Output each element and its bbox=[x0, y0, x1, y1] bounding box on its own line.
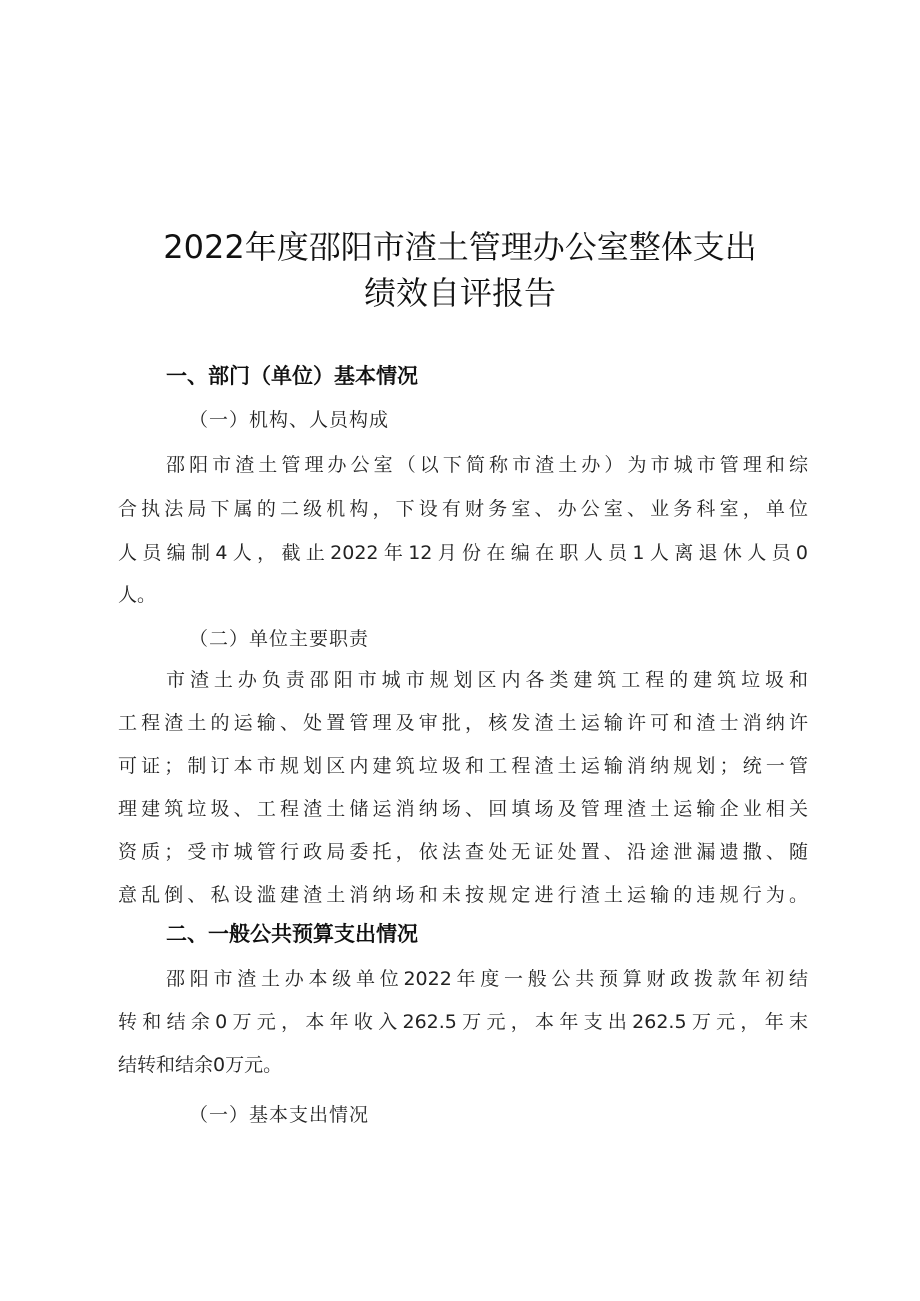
paragraph-line: 人员编制4人，截止2022年12月份在编在职人员1人离退休人员0 bbox=[118, 542, 808, 564]
paragraph-line: 意乱倒、私设滥建渣土消纳场和未按规定进行渣土运输的违规行为。 bbox=[118, 884, 808, 906]
paragraph-line: 邵阳市渣土办本级单位2022年度一般公共预算财政拨款年初结 bbox=[166, 968, 808, 990]
paragraph-line: 市渣土办负责邵阳市城市规划区内各类建筑工程的建筑垃圾和 bbox=[166, 669, 808, 691]
paragraph-line: 资质；受市城管行政局委托，依法查处无证处置、沿途泄漏遗撒、随 bbox=[118, 841, 808, 863]
section-2-sub-1-heading: （一）基本支出情况 bbox=[189, 1104, 370, 1126]
report-title-line-2: 绩效自评报告 bbox=[363, 274, 556, 312]
section-1-heading: 一、部门（单位）基本情况 bbox=[166, 364, 418, 388]
section-1-sub-2-heading: （二）单位主要职责 bbox=[189, 628, 370, 650]
paragraph-line: 合执法局下属的二级机构，下设有财务室、办公室、业务科室，单位 bbox=[118, 498, 808, 520]
paragraph-line: 理建筑垃圾、工程渣土储运消纳场、回填场及管理渣土运输企业相关 bbox=[118, 798, 808, 820]
section-1-sub-1-heading: （一）机构、人员构成 bbox=[189, 409, 390, 431]
paragraph-line: 结转和结余0万元。 bbox=[118, 1054, 283, 1076]
report-title-line-1: 2022年度邵阳市渣土管理办公室整体支出 bbox=[163, 228, 757, 266]
section-2-heading: 二、一般公共预算支出情况 bbox=[166, 922, 418, 946]
paragraph-line: 可证；制订本市规划区内建筑垃圾和工程渣土运输消纳规划；统一管 bbox=[118, 755, 808, 777]
paragraph-line: 邵阳市渣土管理办公室（以下简称市渣土办）为市城市管理和综 bbox=[166, 454, 808, 476]
paragraph-line: 工程渣土的运输、处置管理及审批，核发渣土运输许可和渣士消纳许 bbox=[118, 712, 808, 734]
paragraph-line: 转和结余0万元，本年收入262.5万元，本年支出262.5万元，年末 bbox=[118, 1011, 808, 1033]
paragraph-line: 人。 bbox=[118, 584, 157, 606]
